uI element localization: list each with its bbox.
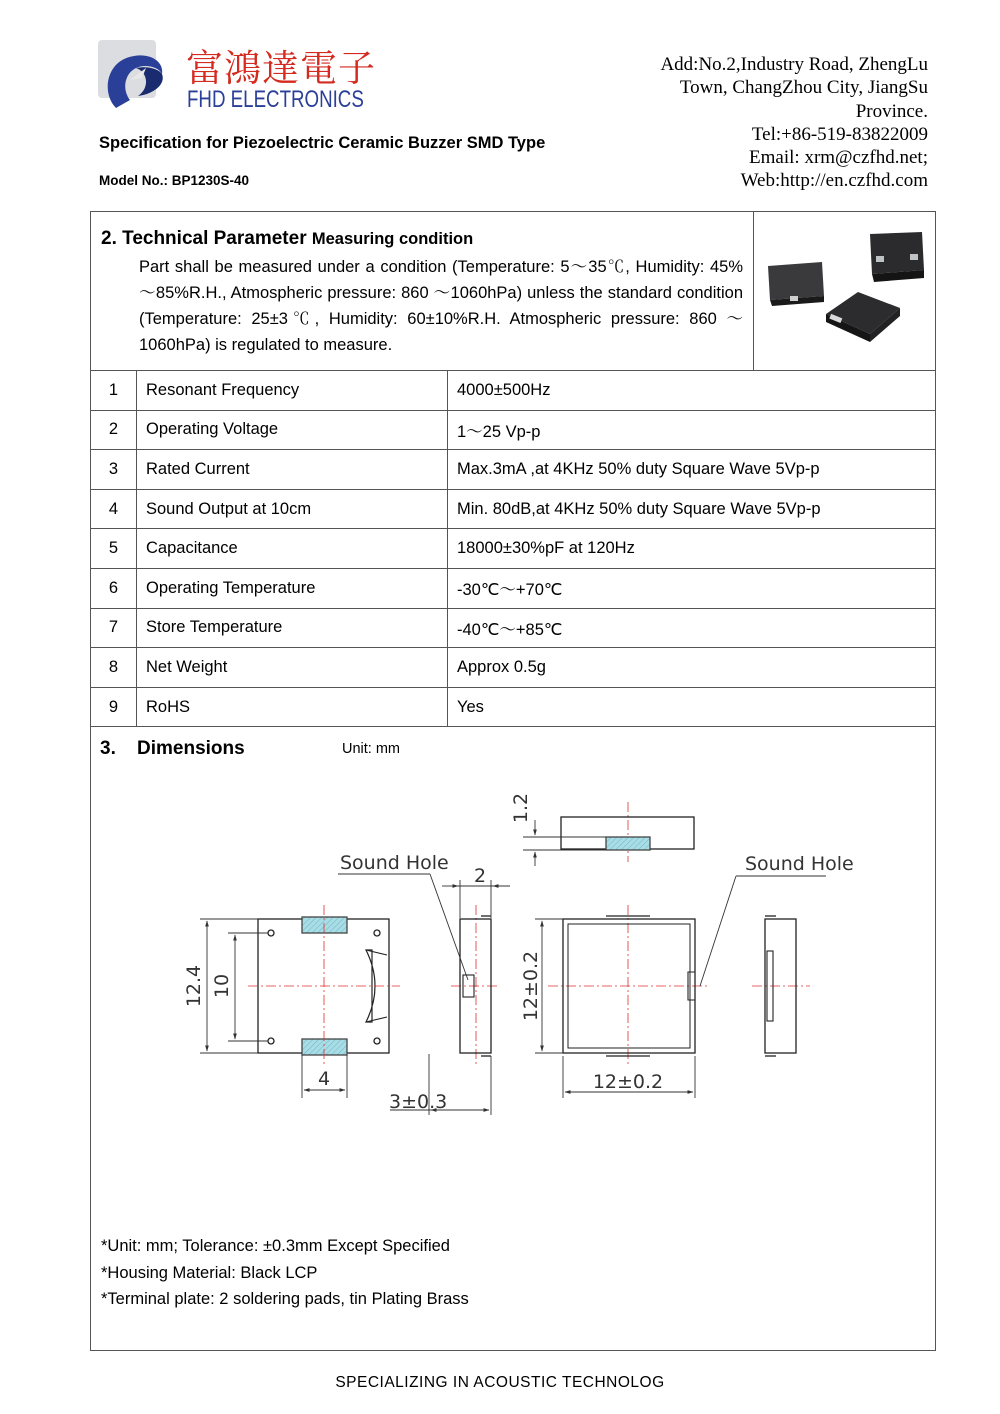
measuring-condition-text: Part shall be measured under a condition (Temperature: 5～35℃, Humidity: 45%～85%R.H., Atmospheric pressure: 860 ～1060hPa) unless the standard condition (Temperature: 25±3℃, Humidity: 60±10%R.H. Atmospheric pressure: 860 ～1060hPa) is regulated to measure. [139,258,743,354]
dimension-drawing [160,790,880,1130]
notes [101,1233,469,1313]
parameter-table [90,370,936,727]
parameter-value: Min. 80dB,at 4KHz 50% duty Square Wave 5Vp-p [448,489,936,529]
parameter-value: 18000±30%pF at 120Hz [448,529,936,569]
table-row [91,687,936,727]
dim-label: 12.4 [183,964,205,1008]
parameter-name: Net Weight [137,648,448,688]
parameter-name: Rated Current [137,450,448,490]
dim-label: 2 [473,865,487,887]
table-row [91,410,936,450]
row-number: 1 [91,371,137,411]
dim-label: 4 [317,1068,331,1090]
table-row [91,568,936,608]
row-number: 3 [91,450,137,490]
brand-english-name: FHD ELECTRONICS [187,86,364,113]
parameter-name: RoHS [137,687,448,727]
parameter-name: Resonant Frequency [137,371,448,411]
section-number: 3. [100,738,116,759]
parameter-value: 1～25 Vp-p [448,410,936,450]
row-number: 8 [91,648,137,688]
parameter-value: Yes [448,687,936,727]
parameter-name: Operating Voltage [137,410,448,450]
dim-label: 1.2 [510,792,532,824]
table-row [91,450,936,490]
phone-line: Tel:+86-519-83822009 [751,123,928,145]
page-footer: SPECIALIZING IN ACOUSTIC TECHNOLOG [335,1374,665,1391]
parameter-value: 4000±500Hz [448,371,936,411]
table-row [91,648,936,688]
web-line: Web:http://en.czfhd.com [740,170,928,192]
sound-hole-label: Sound Hole [745,853,854,875]
parameter-name: Store Temperature [137,608,448,648]
top-edge-view [561,817,694,850]
parameter-value: -40℃～+85℃ [448,608,936,648]
parameter-value: Max.3mA ,at 4KHz 50% duty Square Wave 5Vp-p [448,450,936,490]
model-number: Model No.: BP1230S-40 [99,173,250,188]
technical-parameter-heading [101,228,473,250]
dim-label: 12±0.2 [520,950,542,1022]
measuring-condition-label: Measuring condition [311,230,474,248]
row-number: 6 [91,568,137,608]
technical-parameter-title: 2. Technical Parameter [101,228,307,249]
parameter-name: Sound Output at 10cm [137,489,448,529]
address-line: Town, ChangZhou City, JiangSu [679,77,928,99]
row-number: 5 [91,529,137,569]
address-line: Province. [855,100,928,122]
product-photo [753,212,936,370]
table-row [91,608,936,648]
note-line: *Unit: mm; Tolerance: ±0.3mm Except Specified [101,1237,450,1255]
table-row [91,529,936,569]
address-line: Add:No.2,Industry Road, ZhengLu [660,54,928,75]
brand-chinese-name: 富鴻達電子 [186,47,376,90]
email-line: Email: xrm@czfhd.net; [749,147,928,169]
row-number: 9 [91,687,137,727]
dimensions-heading [100,738,245,760]
row-number: 7 [91,608,137,648]
row-number: 4 [91,489,137,529]
spec-title: Specification for Piezoelectric Ceramic Buzzer SMD Type [99,134,546,152]
parameter-name: Operating Temperature [137,568,448,608]
dim-label: 3±0.3 [389,1091,448,1113]
note-line: *Housing Material: Black LCP [101,1263,318,1282]
table-row [91,489,936,529]
table-row [91,371,936,411]
parameter-value: -30℃～+70℃ [448,568,936,608]
dim-label: 10 [211,973,233,999]
parameter-name: Capacitance [137,529,448,569]
parameter-value: Approx 0.5g [448,648,936,688]
buzzer-photo-image [754,212,936,369]
fhd-logo-icon [96,38,176,118]
dimensions-title: Dimensions [137,738,245,759]
note-line: *Terminal plate: 2 soldering pads, tin Plating Brass [101,1290,469,1308]
sound-hole-label: Sound Hole [340,852,449,874]
company-address [608,53,928,193]
dimensions-unit: Unit: mm [342,741,400,757]
dim-label: 12±0.2 [592,1071,664,1093]
row-number: 2 [91,410,137,450]
